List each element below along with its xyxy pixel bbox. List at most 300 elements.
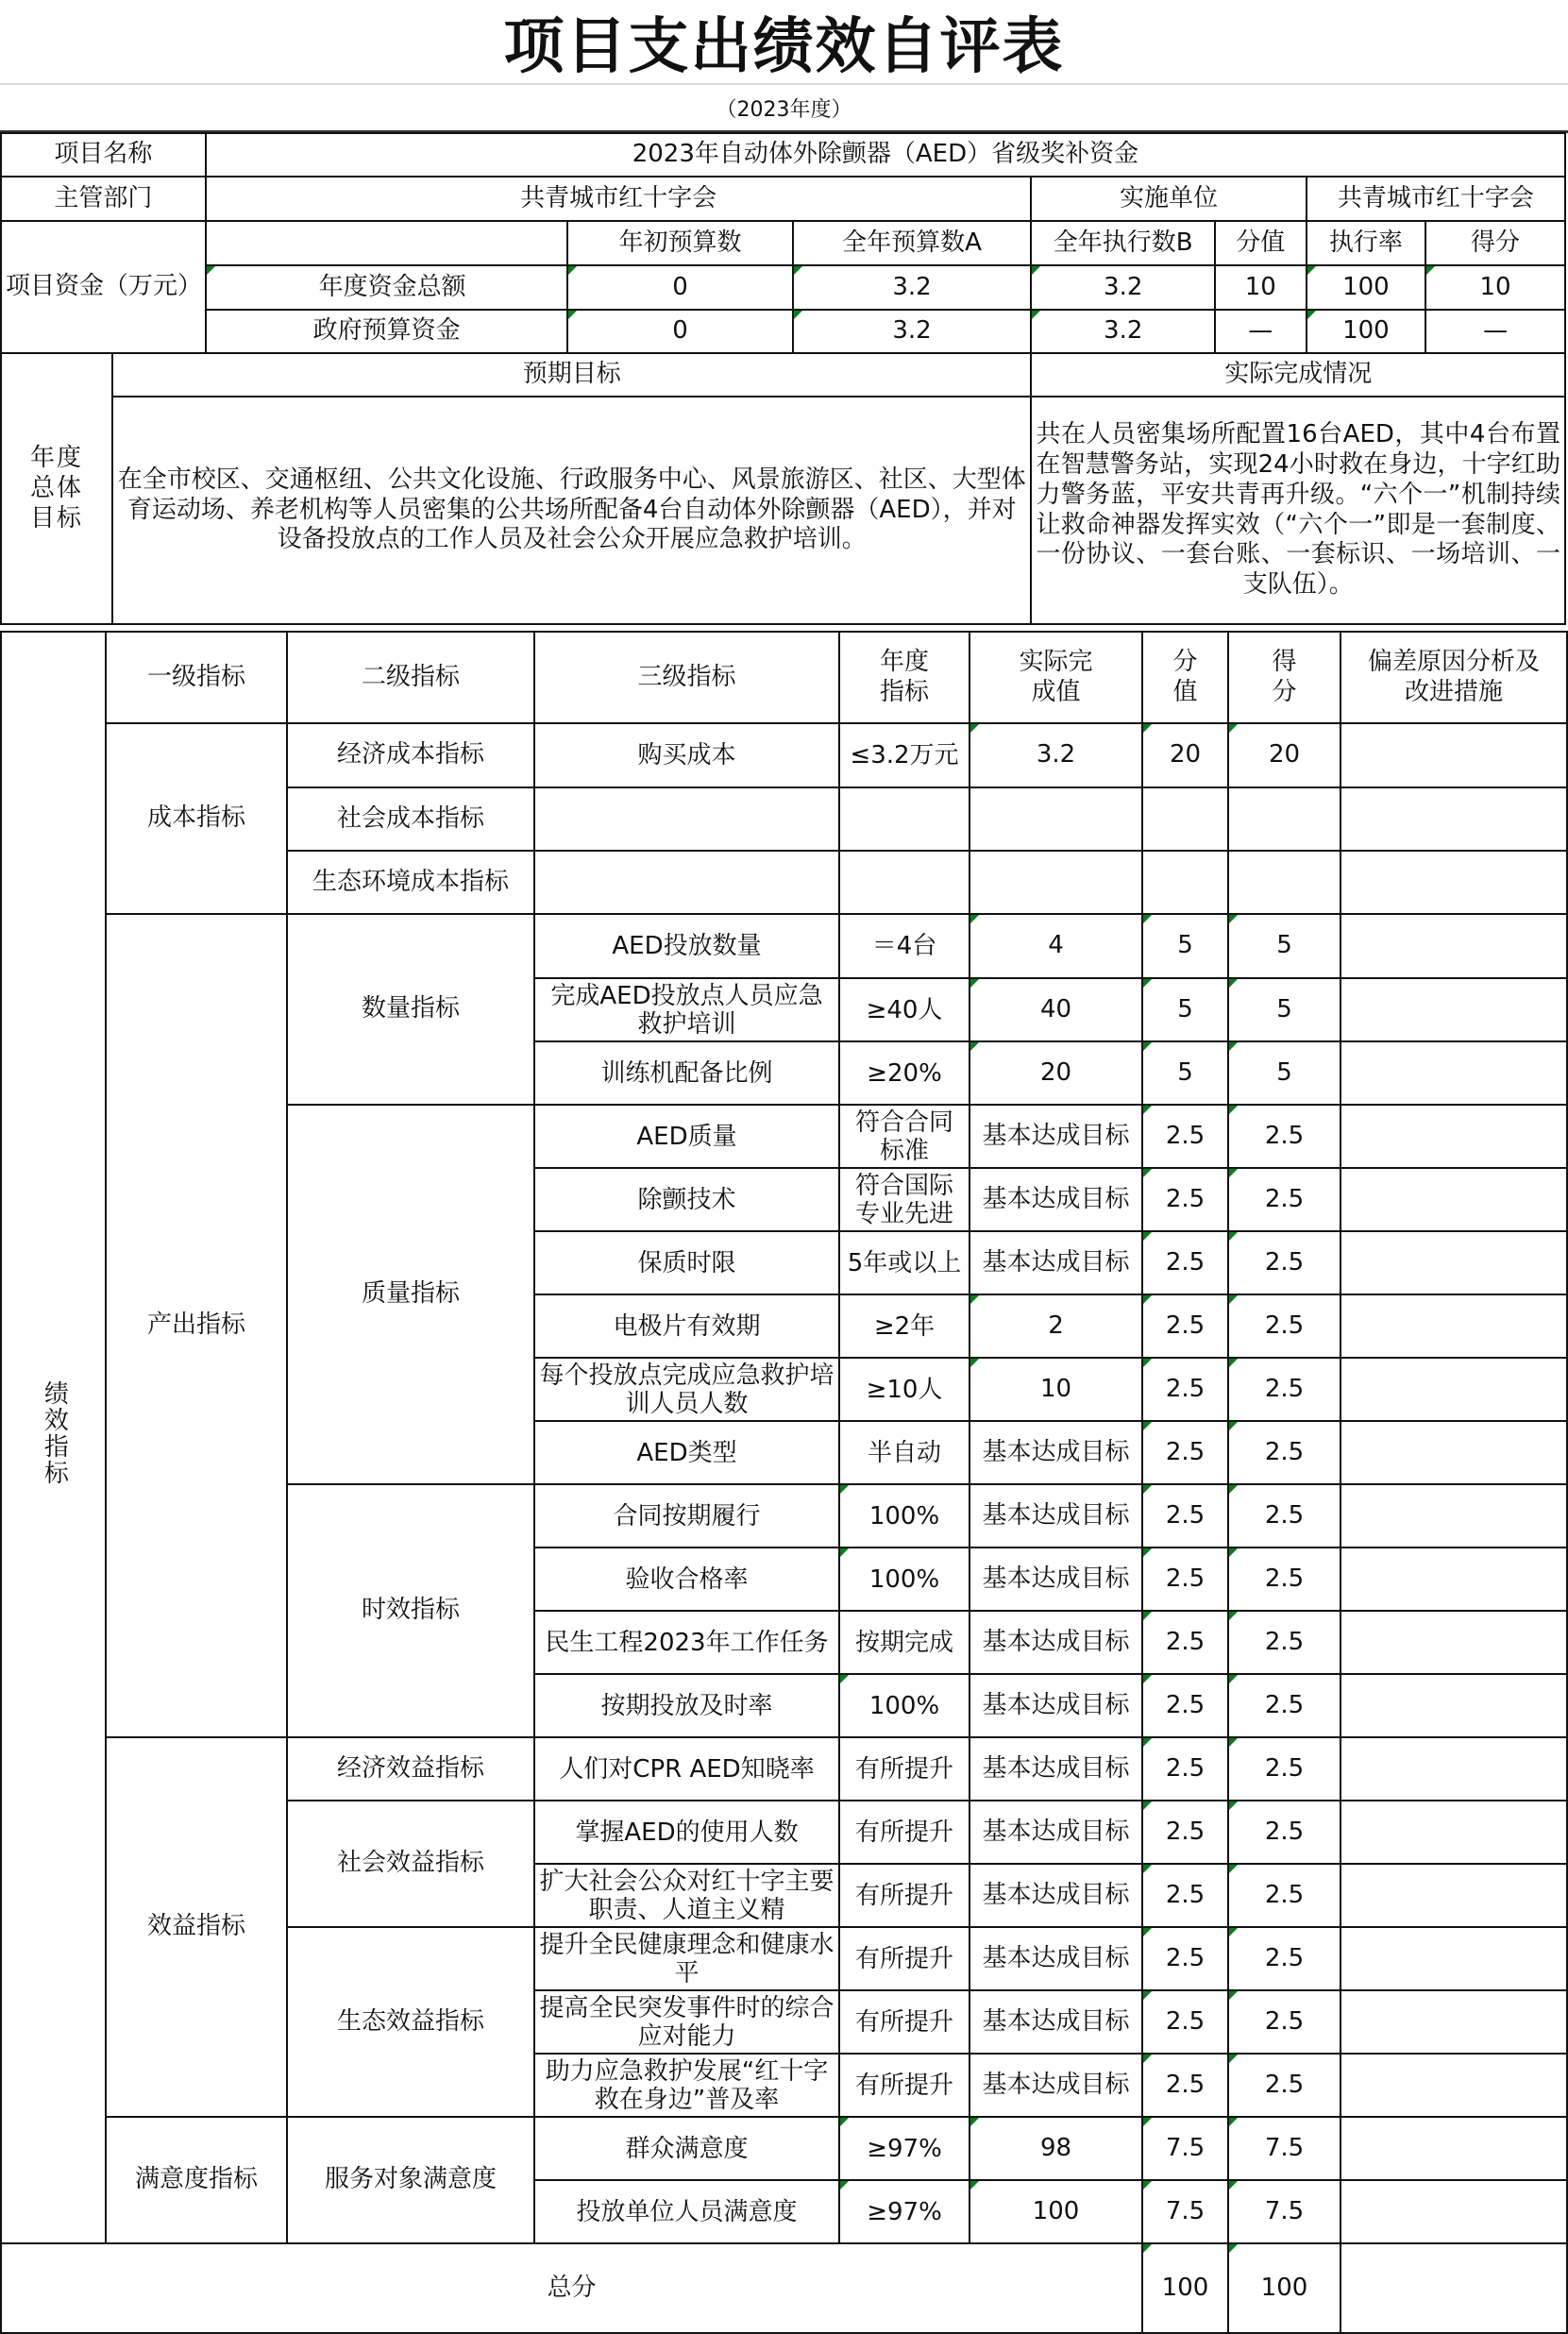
weight-value[interactable] bbox=[1142, 1801, 1228, 1864]
level2-indicator bbox=[287, 787, 534, 851]
level1-indicator-text: 满意度指标 bbox=[134, 2165, 258, 2194]
annual-target-text: ≥97% bbox=[867, 2197, 942, 2226]
score-value-text: 5 bbox=[1276, 1057, 1292, 1087]
weight-value[interactable] bbox=[1142, 787, 1228, 851]
expected-goal-header: 预期目标 bbox=[112, 353, 1032, 397]
score-value[interactable] bbox=[1228, 851, 1340, 914]
deviation-analysis[interactable] bbox=[1340, 1358, 1567, 1421]
weight-value-text: 2.5 bbox=[1165, 1943, 1206, 1972]
annual-target[interactable] bbox=[839, 914, 969, 978]
weight-value-text: 5 bbox=[1177, 931, 1193, 960]
weight-value[interactable] bbox=[1142, 1041, 1228, 1105]
deviation-analysis[interactable] bbox=[1340, 787, 1567, 851]
actual-result-header: 实际完成情况 bbox=[1031, 353, 1565, 397]
deviation-analysis[interactable] bbox=[1340, 1737, 1567, 1801]
annual-target-text: 有所提升 bbox=[854, 1818, 953, 1847]
deviation-analysis[interactable] bbox=[1340, 1927, 1567, 1990]
annual-target[interactable] bbox=[839, 1105, 969, 1168]
weight-value-text: 2.5 bbox=[1165, 2070, 1206, 2099]
actual-value[interactable] bbox=[969, 1864, 1142, 1927]
annual-target-text: 有所提升 bbox=[854, 2071, 953, 2100]
weight-value-text: 2.5 bbox=[1165, 1500, 1206, 1530]
total-row bbox=[1, 2243, 1567, 2333]
actual-value[interactable] bbox=[969, 2054, 1142, 2117]
level3-indicator-text: 合同按期履行 bbox=[613, 1501, 761, 1531]
level1-indicator-text: 产出指标 bbox=[146, 1311, 245, 1340]
actual-value-text: 3.2 bbox=[1036, 740, 1076, 770]
self-evaluation-table bbox=[0, 132, 1566, 625]
level3-indicator[interactable] bbox=[534, 1484, 839, 1548]
weight-value[interactable] bbox=[1142, 1421, 1228, 1484]
header-target: 年度指标 bbox=[839, 632, 969, 723]
deviation-analysis[interactable] bbox=[1340, 1864, 1567, 1927]
score-value[interactable] bbox=[1228, 1168, 1340, 1231]
funds-score[interactable]: 10 bbox=[1425, 265, 1565, 310]
level2-indicator bbox=[287, 1484, 534, 1737]
funds-row-name: 政府预算资金 bbox=[206, 310, 568, 353]
level3-indicator[interactable] bbox=[534, 1294, 839, 1358]
actual-value[interactable] bbox=[969, 1358, 1142, 1421]
annual-target-text: 半自动 bbox=[867, 1438, 941, 1467]
weight-value[interactable] bbox=[1142, 1105, 1228, 1168]
weight-value-text: 2.5 bbox=[1165, 1311, 1206, 1340]
weight-value[interactable] bbox=[1142, 2054, 1228, 2117]
funds-header-rate: 执行率 bbox=[1307, 221, 1425, 265]
actual-value[interactable] bbox=[969, 1041, 1142, 1105]
header-weight: 分值 bbox=[1142, 632, 1228, 723]
funds-row bbox=[1, 310, 1565, 353]
weight-value-text: 2.5 bbox=[1165, 1184, 1206, 1213]
weight-value-text: 2.5 bbox=[1165, 2006, 1206, 2036]
funds-rate[interactable]: 100 bbox=[1307, 265, 1425, 310]
actual-value[interactable] bbox=[969, 2117, 1142, 2180]
score-value-text: 5 bbox=[1276, 931, 1292, 960]
level3-indicator[interactable] bbox=[534, 1041, 839, 1105]
score-value[interactable] bbox=[1228, 1358, 1340, 1421]
actual-value[interactable] bbox=[969, 2180, 1142, 2243]
deviation-analysis[interactable] bbox=[1340, 1294, 1567, 1358]
total-analysis[interactable] bbox=[1340, 2243, 1567, 2333]
level2-indicator bbox=[287, 1927, 534, 2117]
level3-indicator[interactable] bbox=[534, 1801, 839, 1864]
score-value[interactable] bbox=[1228, 1674, 1340, 1737]
actual-value[interactable] bbox=[969, 1990, 1142, 2054]
weight-value-text: 7.5 bbox=[1165, 2133, 1206, 2162]
deviation-analysis[interactable] bbox=[1340, 1674, 1567, 1737]
actual-value[interactable] bbox=[969, 1421, 1142, 1484]
score-value[interactable] bbox=[1228, 1041, 1340, 1105]
annual-target-text: ≤3.2万元 bbox=[850, 741, 959, 770]
weight-value-text: 2.5 bbox=[1165, 1817, 1206, 1846]
actual-value-text: 基本达成目标 bbox=[982, 1437, 1130, 1466]
header-level2: 二级指标 bbox=[287, 632, 534, 723]
actual-value-text: 10 bbox=[1039, 1374, 1072, 1403]
score-value[interactable] bbox=[1228, 1548, 1340, 1611]
annual-target[interactable] bbox=[839, 1484, 969, 1548]
weight-value-text: 7.5 bbox=[1165, 2196, 1206, 2225]
weight-value-text: 2.5 bbox=[1165, 1374, 1206, 1403]
annual-target[interactable] bbox=[839, 1927, 969, 1990]
score-value[interactable] bbox=[1228, 978, 1340, 1041]
annual-target-text: ≥10人 bbox=[866, 1375, 943, 1404]
annual-target[interactable] bbox=[839, 851, 969, 914]
actual-value-text: 基本达成目标 bbox=[982, 1247, 1130, 1277]
actual-value[interactable] bbox=[969, 978, 1142, 1041]
level3-indicator[interactable] bbox=[534, 851, 839, 914]
weight-value[interactable] bbox=[1142, 2117, 1228, 2180]
annual-target-text: 100% bbox=[868, 1564, 940, 1594]
deviation-analysis[interactable] bbox=[1340, 1105, 1567, 1168]
impl-label: 实施单位 bbox=[1031, 177, 1306, 221]
deviation-analysis[interactable] bbox=[1340, 914, 1567, 978]
weight-value[interactable] bbox=[1142, 1674, 1228, 1737]
score-value[interactable] bbox=[1228, 1105, 1340, 1168]
annual-target[interactable] bbox=[839, 1548, 969, 1611]
report-year: （2023年度） bbox=[0, 85, 1568, 133]
funds-initial[interactable]: 0 bbox=[567, 265, 792, 310]
actual-value[interactable] bbox=[969, 1737, 1142, 1801]
weight-value-text: 2.5 bbox=[1165, 1753, 1206, 1783]
annual-target[interactable] bbox=[839, 1294, 969, 1358]
level3-indicator[interactable] bbox=[534, 787, 839, 851]
actual-value-text: 20 bbox=[1039, 1057, 1072, 1087]
funds-initial[interactable]: 0 bbox=[567, 310, 792, 353]
actual-value-text: 基本达成目标 bbox=[982, 1817, 1130, 1846]
level3-indicator-text: AED质量 bbox=[636, 1122, 737, 1151]
deviation-analysis[interactable] bbox=[1340, 1421, 1567, 1484]
score-value[interactable] bbox=[1228, 1421, 1340, 1484]
deviation-analysis[interactable] bbox=[1340, 1168, 1567, 1231]
level3-indicator[interactable] bbox=[534, 1421, 839, 1484]
indicator-row bbox=[1, 723, 1567, 787]
level2-indicator bbox=[287, 1737, 534, 1801]
score-value-text: 2.5 bbox=[1264, 1311, 1305, 1340]
level1-indicator bbox=[106, 1737, 287, 2117]
deviation-analysis[interactable] bbox=[1340, 978, 1567, 1041]
level2-indicator bbox=[287, 1105, 534, 1484]
funds-row bbox=[1, 265, 1565, 310]
deviation-analysis[interactable] bbox=[1340, 723, 1567, 787]
score-value-text: 5 bbox=[1276, 994, 1292, 1023]
weight-value[interactable] bbox=[1142, 1927, 1228, 1990]
level2-indicator-text: 社会成本指标 bbox=[336, 803, 484, 833]
weight-value[interactable] bbox=[1142, 1548, 1228, 1611]
funds-header-blank bbox=[206, 221, 568, 265]
actual-value-text: 基本达成目标 bbox=[982, 1880, 1130, 1909]
score-value-text: 20 bbox=[1268, 740, 1301, 770]
weight-value[interactable] bbox=[1142, 1168, 1228, 1231]
annual-target[interactable] bbox=[839, 1737, 969, 1801]
score-value[interactable] bbox=[1228, 787, 1340, 851]
score-value-text: 2.5 bbox=[1264, 2070, 1305, 2099]
annual-target-text: 符合合同标准 bbox=[854, 1108, 953, 1165]
deviation-analysis[interactable] bbox=[1340, 1484, 1567, 1548]
actual-value[interactable] bbox=[969, 723, 1142, 787]
score-value[interactable] bbox=[1228, 1484, 1340, 1548]
level3-indicator[interactable] bbox=[534, 723, 839, 787]
dept-value[interactable]: 共青城市红十字会 bbox=[206, 177, 1032, 221]
level3-indicator[interactable] bbox=[534, 1168, 839, 1231]
annual-target-text: ≥20% bbox=[867, 1058, 942, 1088]
annual-target-text: 100% bbox=[868, 1501, 940, 1531]
annual-target-text: 有所提升 bbox=[854, 1881, 953, 1910]
deviation-analysis[interactable] bbox=[1340, 2180, 1567, 2243]
score-value[interactable] bbox=[1228, 2117, 1340, 2180]
deviation-analysis[interactable] bbox=[1340, 2117, 1567, 2180]
annual-target[interactable] bbox=[839, 978, 969, 1041]
score-value[interactable] bbox=[1228, 914, 1340, 978]
annual-target-text: ≥2年 bbox=[873, 1311, 936, 1341]
annual-target[interactable] bbox=[839, 1990, 969, 2054]
actual-value[interactable] bbox=[969, 851, 1142, 914]
deviation-analysis[interactable] bbox=[1340, 1990, 1567, 2054]
score-value[interactable] bbox=[1228, 1294, 1340, 1358]
actual-value[interactable] bbox=[969, 1927, 1142, 1990]
level1-indicator bbox=[106, 914, 287, 1737]
level3-indicator[interactable] bbox=[534, 1358, 839, 1421]
score-value-text: 2.5 bbox=[1264, 1374, 1305, 1403]
funds-exec-b[interactable]: 3.2 bbox=[1031, 310, 1214, 353]
level3-indicator[interactable] bbox=[534, 1864, 839, 1927]
annual-target[interactable] bbox=[839, 1041, 969, 1105]
total-weight[interactable]: 100 bbox=[1142, 2243, 1228, 2333]
weight-value-text: 5 bbox=[1177, 994, 1193, 1023]
score-value[interactable] bbox=[1228, 1737, 1340, 1801]
weight-value[interactable] bbox=[1142, 1990, 1228, 2054]
annual-target-text: 有所提升 bbox=[854, 1944, 953, 1973]
actual-value-text: 基本达成目标 bbox=[982, 1121, 1130, 1150]
level3-indicator[interactable] bbox=[534, 1548, 839, 1611]
actual-value-text: 2 bbox=[1048, 1311, 1064, 1340]
score-value-text: 2.5 bbox=[1264, 1880, 1305, 1909]
level3-indicator-text: 群众满意度 bbox=[625, 2134, 749, 2163]
weight-value[interactable] bbox=[1142, 914, 1228, 978]
actual-value-text: 98 bbox=[1039, 2133, 1072, 2162]
annual-target[interactable] bbox=[839, 1358, 969, 1421]
weight-value-text: 2.5 bbox=[1165, 1564, 1206, 1593]
indicator-row bbox=[1, 1737, 1567, 1801]
weight-value[interactable] bbox=[1142, 1231, 1228, 1294]
weight-value[interactable] bbox=[1142, 1611, 1228, 1674]
score-value[interactable] bbox=[1228, 1231, 1340, 1294]
annual-target[interactable] bbox=[839, 2180, 969, 2243]
actual-value[interactable] bbox=[969, 914, 1142, 978]
header-level1: 一级指标 bbox=[106, 632, 287, 723]
level3-indicator[interactable] bbox=[534, 1927, 839, 1990]
level2-indicator bbox=[287, 723, 534, 787]
annual-target-text: 5年或以上 bbox=[847, 1248, 962, 1277]
score-value[interactable] bbox=[1228, 1990, 1340, 2054]
level3-indicator[interactable] bbox=[534, 1611, 839, 1674]
header-level3: 三级指标 bbox=[534, 632, 839, 723]
score-value[interactable] bbox=[1228, 1864, 1340, 1927]
funds-weight[interactable]: — bbox=[1215, 310, 1307, 353]
funds-header-weight: 分值 bbox=[1215, 221, 1307, 265]
annual-target[interactable] bbox=[839, 2117, 969, 2180]
deviation-analysis[interactable] bbox=[1340, 1801, 1567, 1864]
actual-result-text[interactable]: 共在人员密集场所配置16台AED，其中4台布置在智慧警务站，实现24小时救在身边，十字红助力警务蓝，平安共青再升级。“六个一”机制持续让救命神器发挥实效（“六个一”即是一套制度、一份协议、一套台账、一套标识、一场培训、一支队伍）。 bbox=[1031, 397, 1565, 624]
annual-target[interactable] bbox=[839, 1801, 969, 1864]
level3-indicator[interactable] bbox=[534, 978, 839, 1041]
weight-value[interactable] bbox=[1142, 978, 1228, 1041]
level3-indicator[interactable] bbox=[534, 2117, 839, 2180]
weight-value-text: 2.5 bbox=[1165, 1690, 1206, 1719]
actual-value[interactable] bbox=[969, 787, 1142, 851]
actual-value[interactable] bbox=[969, 1105, 1142, 1168]
weight-value-text: 2.5 bbox=[1165, 1247, 1206, 1277]
funds-budget-a[interactable]: 3.2 bbox=[793, 310, 1032, 353]
level3-indicator-text: 购买成本 bbox=[637, 741, 736, 770]
level3-indicator[interactable] bbox=[534, 1990, 839, 2054]
level3-indicator-text: 提升全民健康理念和健康水平 bbox=[539, 1930, 835, 1987]
funds-exec-b[interactable]: 3.2 bbox=[1031, 265, 1214, 310]
performance-indicators-label: 绩效指标 bbox=[1, 632, 106, 2243]
level3-indicator-text: 电极片有效期 bbox=[613, 1311, 761, 1341]
actual-value[interactable] bbox=[969, 1548, 1142, 1611]
funds-rate[interactable]: 100 bbox=[1307, 310, 1425, 353]
total-score[interactable]: 100 bbox=[1228, 2243, 1340, 2333]
annual-target-text: 符合国际专业先进 bbox=[854, 1171, 953, 1228]
level2-indicator bbox=[287, 914, 534, 1105]
impl-value[interactable]: 共青城市红十字会 bbox=[1307, 177, 1565, 221]
page-title: 项目支出绩效自评表 bbox=[0, 0, 1568, 85]
level2-indicator-text: 社会效益指标 bbox=[336, 1849, 484, 1878]
score-value-text: 2.5 bbox=[1264, 1690, 1305, 1719]
funds-header-initial: 年初预算数 bbox=[567, 221, 792, 265]
level3-indicator[interactable] bbox=[534, 1231, 839, 1294]
actual-value[interactable] bbox=[969, 1231, 1142, 1294]
annual-target[interactable] bbox=[839, 723, 969, 787]
annual-target[interactable] bbox=[839, 787, 969, 851]
funds-label: 项目资金（万元） bbox=[1, 221, 206, 353]
level3-indicator[interactable] bbox=[534, 914, 839, 978]
level3-indicator[interactable] bbox=[534, 2054, 839, 2117]
deviation-analysis[interactable] bbox=[1340, 851, 1567, 914]
actual-value[interactable] bbox=[969, 1168, 1142, 1231]
deviation-analysis[interactable] bbox=[1340, 1231, 1567, 1294]
score-value[interactable] bbox=[1228, 723, 1340, 787]
level3-indicator-text: 验收合格率 bbox=[625, 1564, 749, 1594]
actual-value[interactable] bbox=[969, 1484, 1142, 1548]
weight-value-text: 2.5 bbox=[1165, 1627, 1206, 1656]
funds-budget-a[interactable]: 3.2 bbox=[793, 265, 1032, 310]
score-value-text: 2.5 bbox=[1264, 1753, 1305, 1783]
annual-target-text: 按期完成 bbox=[854, 1628, 953, 1657]
weight-value-text: 2.5 bbox=[1165, 1437, 1206, 1466]
weight-value[interactable] bbox=[1142, 2180, 1228, 2243]
level2-indicator bbox=[287, 851, 534, 914]
annual-target[interactable] bbox=[839, 2054, 969, 2117]
score-value-text: 2.5 bbox=[1264, 2006, 1305, 2036]
actual-value[interactable] bbox=[969, 1294, 1142, 1358]
funds-score[interactable]: — bbox=[1425, 310, 1565, 353]
score-value-text: 7.5 bbox=[1264, 2133, 1305, 2162]
deviation-analysis[interactable] bbox=[1340, 1611, 1567, 1674]
annual-target[interactable] bbox=[839, 1421, 969, 1484]
funds-header-budget-a: 全年预算数A bbox=[793, 221, 1032, 265]
deviation-analysis[interactable] bbox=[1340, 2054, 1567, 2117]
score-value[interactable] bbox=[1228, 2180, 1340, 2243]
level2-indicator-text: 时效指标 bbox=[361, 1596, 460, 1625]
level2-indicator-text: 经济效益指标 bbox=[336, 1753, 484, 1783]
score-value-text: 2.5 bbox=[1264, 1943, 1305, 1972]
level2-indicator-text: 生态环境成本指标 bbox=[312, 867, 509, 896]
score-value[interactable] bbox=[1228, 1801, 1340, 1864]
deviation-analysis[interactable] bbox=[1340, 1548, 1567, 1611]
project-name-label: 项目名称 bbox=[1, 133, 206, 177]
actual-value[interactable] bbox=[969, 1674, 1142, 1737]
weight-value[interactable] bbox=[1142, 1484, 1228, 1548]
weight-value[interactable] bbox=[1142, 1737, 1228, 1801]
level1-indicator-text: 效益指标 bbox=[146, 1912, 245, 1941]
score-value[interactable] bbox=[1228, 1611, 1340, 1674]
actual-value-text: 基本达成目标 bbox=[982, 1753, 1130, 1783]
annual-target-text: 有所提升 bbox=[854, 2007, 953, 2037]
annual-target[interactable] bbox=[839, 1231, 969, 1294]
level2-indicator-text: 数量指标 bbox=[361, 994, 460, 1023]
weight-value[interactable] bbox=[1142, 1864, 1228, 1927]
score-value-text: 2.5 bbox=[1264, 1184, 1305, 1213]
level2-indicator-text: 质量指标 bbox=[361, 1279, 460, 1309]
level3-indicator[interactable] bbox=[534, 1105, 839, 1168]
actual-value[interactable] bbox=[969, 1611, 1142, 1674]
score-value-text: 2.5 bbox=[1264, 1817, 1305, 1846]
actual-value-text: 基本达成目标 bbox=[982, 1690, 1130, 1719]
weight-value[interactable] bbox=[1142, 851, 1228, 914]
level2-indicator-text: 服务对象满意度 bbox=[324, 2165, 497, 2194]
level2-indicator bbox=[287, 2117, 534, 2243]
annual-target[interactable] bbox=[839, 1864, 969, 1927]
level3-indicator-text: 训练机配备比例 bbox=[600, 1058, 773, 1088]
level3-indicator-text: 扩大社会公众对红十字主要职责、人道主义精 bbox=[539, 1867, 835, 1924]
funds-weight[interactable]: 10 bbox=[1215, 265, 1307, 310]
deviation-analysis[interactable] bbox=[1340, 1041, 1567, 1105]
level2-indicator bbox=[287, 1801, 534, 1927]
annual-target[interactable] bbox=[839, 1674, 969, 1737]
level3-indicator[interactable] bbox=[534, 1737, 839, 1801]
score-value[interactable] bbox=[1228, 1927, 1340, 1990]
actual-value[interactable] bbox=[969, 1801, 1142, 1864]
level3-indicator[interactable] bbox=[534, 2180, 839, 2243]
annual-target[interactable] bbox=[839, 1611, 969, 1674]
level3-indicator-text: AED投放数量 bbox=[612, 932, 762, 960]
level3-indicator-text: 提高全民突发事件时的综合应对能力 bbox=[539, 1993, 835, 2051]
level1-indicator-text: 成本指标 bbox=[146, 803, 245, 833]
weight-value-text: 2.5 bbox=[1165, 1121, 1206, 1150]
indicator-row bbox=[1, 914, 1567, 978]
indicator-row bbox=[1, 2117, 1567, 2180]
weight-value-text: 2.5 bbox=[1165, 1880, 1206, 1909]
weight-value[interactable] bbox=[1142, 1358, 1228, 1421]
funds-header-exec-b: 全年执行数B bbox=[1031, 221, 1214, 265]
level3-indicator-text: 完成AED投放点人员应急救护培训 bbox=[550, 981, 823, 1039]
actual-value-text: 基本达成目标 bbox=[982, 1500, 1130, 1530]
level3-indicator-text: 投放单位人员满意度 bbox=[576, 2197, 798, 2226]
expected-goal-text[interactable]: 在全市校区、交通枢纽、公共文化设施、行政服务中心、风景旅游区、社区、大型体育运动场、养老机构等人员密集的公共场所配备4台自动体外除颤器（AED），并对设备投放点的工作人员及社会公众开展应急救护培训。 bbox=[112, 397, 1032, 624]
level3-indicator-text: 每个投放点完成应急救护培训人员人数 bbox=[539, 1361, 835, 1418]
level3-indicator-text: 掌握AED的使用人数 bbox=[575, 1818, 799, 1847]
actual-value-text: 基本达成目标 bbox=[982, 2006, 1130, 2036]
score-value[interactable] bbox=[1228, 2054, 1340, 2117]
weight-value[interactable] bbox=[1142, 723, 1228, 787]
annual-target-text: ≥97% bbox=[867, 2134, 942, 2163]
weight-value[interactable] bbox=[1142, 1294, 1228, 1358]
project-name-value[interactable]: 2023年自动体外除颤器（AED）省级奖补资金 bbox=[206, 133, 1565, 177]
annual-target[interactable] bbox=[839, 1168, 969, 1231]
level3-indicator[interactable] bbox=[534, 1674, 839, 1737]
actual-value-text: 100 bbox=[1032, 2196, 1080, 2225]
annual-target-text: 有所提升 bbox=[854, 1754, 953, 1784]
